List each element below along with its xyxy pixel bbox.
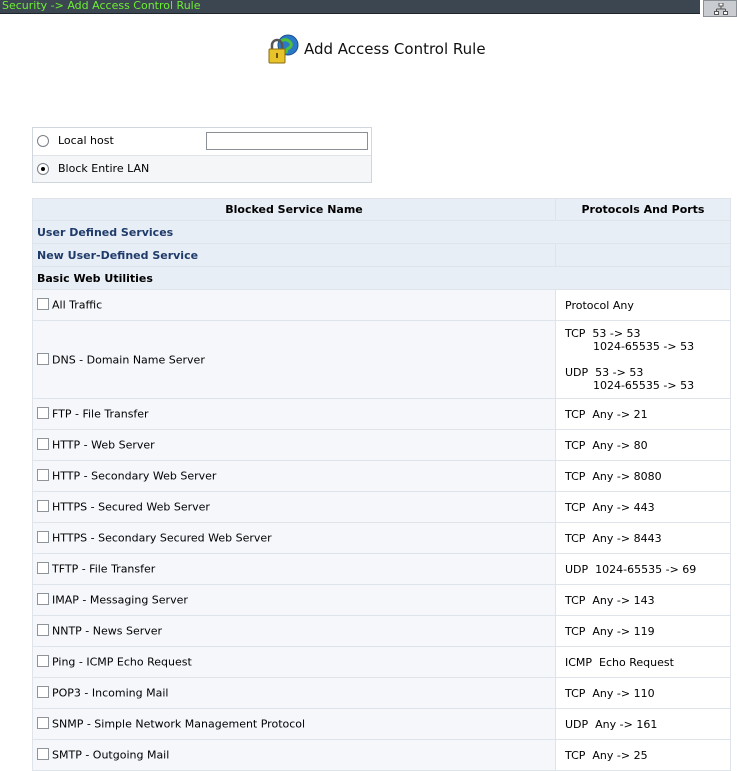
local-host-input[interactable] xyxy=(206,132,368,150)
service-checkbox[interactable] xyxy=(37,562,49,574)
service-checkbox[interactable] xyxy=(37,407,49,419)
service-name: HTTPS - Secondary Secured Web Server xyxy=(52,531,272,545)
service-checkbox[interactable] xyxy=(37,531,49,543)
service-protocol: TCP Any -> 25 xyxy=(556,740,731,771)
user-defined-services-link[interactable]: User Defined Services xyxy=(33,221,731,244)
table-row xyxy=(33,290,731,321)
page-title: Add Access Control Rule xyxy=(304,40,486,58)
service-name: POP3 - Incoming Mail xyxy=(52,686,169,700)
table-row xyxy=(33,321,731,399)
breadcrumb: Security -> Add Access Control Rule xyxy=(2,0,201,12)
radio-selected-dot xyxy=(41,167,45,171)
service-name-cell xyxy=(33,290,556,321)
network-map-button[interactable] xyxy=(703,0,737,17)
service-name-cell xyxy=(33,616,556,647)
service-checkbox[interactable] xyxy=(37,438,49,450)
service-checkbox[interactable] xyxy=(37,655,49,667)
table-row xyxy=(33,647,731,678)
network-icon xyxy=(714,3,728,15)
service-name: SMTP - Outgoing Mail xyxy=(52,748,170,762)
service-protocol: TCP Any -> 443 xyxy=(556,492,731,523)
service-name: HTTP - Web Server xyxy=(52,438,155,452)
service-name-cell xyxy=(33,523,556,554)
service-protocol: TCP Any -> 80 xyxy=(556,430,731,461)
service-name: DNS - Domain Name Server xyxy=(52,353,205,367)
block-lan-row xyxy=(33,156,371,182)
table-row xyxy=(33,430,731,461)
service-name: SNMP - Simple Network Management Protocol xyxy=(52,717,306,731)
service-name: FTP - File Transfer xyxy=(52,407,149,421)
service-name-cell xyxy=(33,399,556,430)
service-name-cell xyxy=(33,321,556,399)
new-user-defined-proto-cell xyxy=(556,244,731,267)
basic-web-utilities-header: Basic Web Utilities xyxy=(33,267,731,290)
service-protocol: TCP Any -> 8443 xyxy=(556,523,731,554)
service-checkbox[interactable] xyxy=(37,717,49,729)
table-row xyxy=(33,678,731,709)
block-lan-label: Block Entire LAN xyxy=(58,162,150,175)
service-name: HTTPS - Secured Web Server xyxy=(52,500,210,514)
table-row xyxy=(33,461,731,492)
new-user-defined-service-link[interactable]: New User-Defined Service xyxy=(33,244,556,267)
service-name: Ping - ICMP Echo Request xyxy=(52,655,192,669)
local-host-radio[interactable] xyxy=(37,135,49,147)
service-name-cell xyxy=(33,647,556,678)
service-protocol: Protocol Any xyxy=(556,290,731,321)
service-name: All Traffic xyxy=(52,298,103,312)
table-row xyxy=(33,616,731,647)
service-protocol: UDP Any -> 161 xyxy=(556,709,731,740)
table-row xyxy=(33,523,731,554)
service-name: IMAP - Messaging Server xyxy=(52,593,188,607)
column-header-service-name: Blocked Service Name xyxy=(33,199,556,221)
local-host-label: Local host xyxy=(58,134,114,147)
service-name-cell xyxy=(33,554,556,585)
service-protocol: TCP Any -> 8080 xyxy=(556,461,731,492)
lock-globe-icon xyxy=(266,33,300,65)
service-name-cell xyxy=(33,678,556,709)
table-row xyxy=(33,585,731,616)
service-checkbox[interactable] xyxy=(37,298,49,310)
column-header-protocols: Protocols And Ports xyxy=(556,199,731,221)
service-protocol: TCP Any -> 119 xyxy=(556,616,731,647)
service-name-cell xyxy=(33,492,556,523)
service-name-cell xyxy=(33,461,556,492)
service-checkbox[interactable] xyxy=(37,624,49,636)
blocked-services-table xyxy=(32,198,731,771)
table-row xyxy=(33,709,731,740)
service-name: HTTP - Secondary Web Server xyxy=(52,469,217,483)
table-row xyxy=(33,399,731,430)
service-name-cell xyxy=(33,585,556,616)
service-name: TFTP - File Transfer xyxy=(52,562,156,576)
host-selection-box xyxy=(32,127,372,183)
service-name-cell xyxy=(33,430,556,461)
local-host-row xyxy=(33,128,371,156)
service-checkbox[interactable] xyxy=(37,686,49,698)
service-protocol: ICMP Echo Request xyxy=(556,647,731,678)
service-checkbox[interactable] xyxy=(37,469,49,481)
service-checkbox[interactable] xyxy=(37,748,49,760)
table-row xyxy=(33,492,731,523)
breadcrumb-bar xyxy=(0,0,700,14)
service-protocol: TCP Any -> 21 xyxy=(556,399,731,430)
service-name: NNTP - News Server xyxy=(52,624,163,638)
service-name-cell xyxy=(33,709,556,740)
table-row xyxy=(33,554,731,585)
service-protocol: TCP 53 -> 53 1024-65535 -> 53 UDP 53 -> 53 1024-65535 -> 53 xyxy=(556,321,731,399)
service-checkbox[interactable] xyxy=(37,353,49,365)
block-lan-radio[interactable] xyxy=(37,163,49,175)
page-heading xyxy=(266,33,486,65)
service-protocol: TCP Any -> 143 xyxy=(556,585,731,616)
service-protocol: TCP Any -> 110 xyxy=(556,678,731,709)
service-checkbox[interactable] xyxy=(37,500,49,512)
service-protocol: UDP 1024-65535 -> 69 xyxy=(556,554,731,585)
service-checkbox[interactable] xyxy=(37,593,49,605)
